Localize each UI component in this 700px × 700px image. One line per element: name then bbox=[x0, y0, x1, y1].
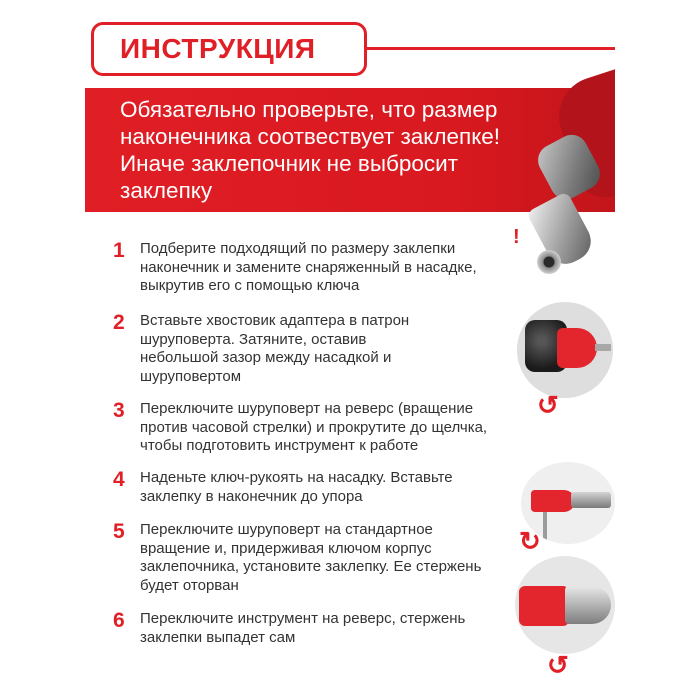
step-number: 6 bbox=[113, 609, 125, 632]
warning-banner bbox=[85, 88, 615, 212]
nozzle-shape bbox=[565, 586, 611, 624]
adapter-shape bbox=[557, 328, 597, 368]
step-1 bbox=[113, 240, 513, 296]
drill-chuck-photo bbox=[517, 302, 613, 398]
step-number: 5 bbox=[113, 520, 125, 543]
step-number: 4 bbox=[113, 468, 125, 491]
title-underline bbox=[367, 47, 615, 50]
step-number: 2 bbox=[113, 311, 125, 334]
step-2 bbox=[113, 312, 513, 386]
step-4 bbox=[113, 469, 513, 506]
adapter-shape bbox=[519, 586, 569, 626]
step-6 bbox=[113, 610, 513, 647]
stem-shape bbox=[595, 344, 611, 351]
adapter-shape bbox=[531, 490, 575, 512]
step-number: 1 bbox=[113, 239, 125, 262]
title-frame bbox=[91, 22, 367, 76]
step-3 bbox=[113, 400, 513, 456]
step-text: Переключите инструмент на реверс, стержень заклепки выпадет сам bbox=[140, 610, 466, 646]
rivet-shape bbox=[543, 512, 547, 542]
nozzle-shape bbox=[571, 492, 611, 508]
step-number: 3 bbox=[113, 399, 125, 422]
step-text: Вставьте хвостовик адаптера в патрон шуруповерта. Затяните, оставив небольшой зазор между насадкой и шуруповертом bbox=[140, 312, 410, 385]
step-5 bbox=[113, 521, 513, 595]
rotate-cw-icon: ↻ bbox=[519, 526, 541, 556]
step-text: Подберите подходящий по размеру заклепки наконечник и замените снаряженный в насадке, выкрутив его с помощью ключа bbox=[140, 240, 477, 294]
exclamation-icon: ! bbox=[513, 226, 520, 248]
step-text: Переключите шуруповерт на стандартное вращение и, придерживая ключом корпус заклепочника, установите заклепку. Ее стержень будет оторван bbox=[140, 521, 482, 594]
page-title: ИНСТРУКЦИЯ bbox=[120, 33, 316, 64]
step-text: Переключите шуруповерт на реверс (вращение против часовой стрелки) и прокрутите до щелчка, чтобы подготовить инструмент к работе bbox=[140, 400, 488, 454]
warning-text: Обязательно проверьте, что размер наконечника соотвествует заклепке! Иначе заклепочник не выбросит заклепку bbox=[120, 97, 501, 203]
instruction-card bbox=[85, 0, 615, 700]
step-text: Наденьте ключ-рукоять на насадку. Вставьте заклепку в наконечник до упора bbox=[140, 469, 453, 505]
nozzle-tip-image bbox=[537, 250, 561, 274]
rivet-setting-photo bbox=[515, 556, 615, 654]
rotate-ccw-icon: ↺ bbox=[547, 650, 569, 680]
rotate-ccw-icon: ↺ bbox=[537, 390, 559, 420]
